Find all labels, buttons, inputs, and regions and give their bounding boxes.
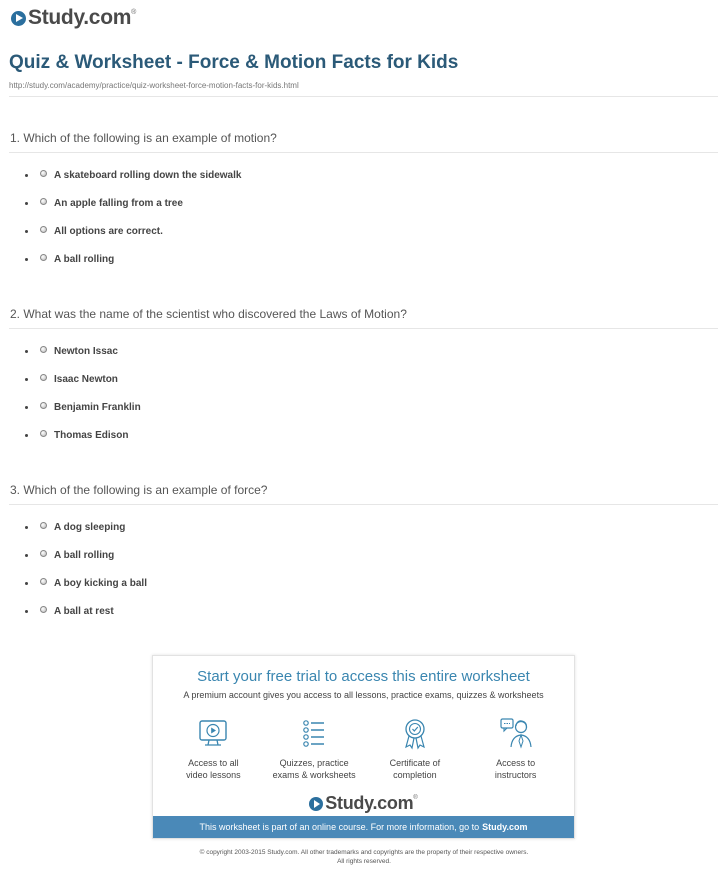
answer-option[interactable]: [9, 374, 718, 402]
radio-button[interactable]: [40, 198, 47, 205]
course-info-text: This worksheet is part of an online course. For more information, go to: [199, 822, 480, 832]
answer-option[interactable]: [9, 226, 718, 254]
bullet: [25, 526, 28, 529]
answer-label: A ball rolling: [54, 254, 115, 265]
page-title: Quiz & Worksheet - Force & Motion Facts for Kids: [9, 52, 459, 73]
bullet: [25, 610, 28, 613]
answer-label: Newton Issac: [54, 346, 118, 357]
answer-option[interactable]: [9, 578, 718, 606]
radio-button[interactable]: [40, 606, 47, 613]
answer-label: Isaac Newton: [54, 374, 118, 385]
answer-option[interactable]: [9, 254, 718, 282]
promo-title[interactable]: Start your free trial to access this entire worksheet: [197, 668, 530, 685]
brand-name: Study.com: [325, 793, 414, 813]
radio-button[interactable]: [40, 346, 47, 353]
answer-label: An apple falling from a tree: [54, 198, 183, 209]
feature-quizzes: [264, 716, 365, 781]
question-divider: [9, 328, 718, 329]
answer-option[interactable]: [9, 346, 718, 374]
bullet: [25, 230, 28, 233]
question-text: 3. Which of the following is an example of force?: [10, 483, 268, 497]
answer-label: A dog sleeping: [54, 522, 126, 533]
promo-study-logo[interactable]: [153, 793, 574, 814]
answer-option[interactable]: [9, 402, 718, 430]
answer-option[interactable]: [9, 522, 718, 550]
radio-button[interactable]: [40, 170, 47, 177]
answer-label: All options are correct.: [54, 226, 163, 237]
trademark-symbol: ®: [131, 9, 137, 16]
answer-options: [9, 346, 718, 458]
video-lesson-icon: [196, 716, 230, 750]
copyright-text: © copyright 2003-2015 Study.com. All other trademarks and copyrights are the property of their respective owners.: [199, 849, 529, 856]
answer-label: Benjamin Franklin: [54, 402, 141, 413]
answer-option[interactable]: [9, 170, 718, 198]
certificate-icon: [398, 716, 432, 750]
answer-option[interactable]: [9, 606, 718, 634]
play-logo-icon: [309, 797, 323, 811]
quiz-list-icon: [297, 716, 331, 750]
bullet: [25, 258, 28, 261]
bullet: [25, 554, 28, 557]
bullet: [25, 174, 28, 177]
feature-video-lessons: [163, 716, 264, 781]
bullet: [25, 378, 28, 381]
feature-instructors: [465, 716, 566, 781]
page-url: http://study.com/academy/practice/quiz-worksheet-force-motion-facts-for-kids.html: [9, 81, 299, 90]
promo-subtitle: A premium account gives you access to all lessons, practice exams, quizzes & worksheets: [183, 690, 544, 700]
question-1: [9, 131, 718, 282]
radio-button[interactable]: [40, 254, 47, 261]
radio-button[interactable]: [40, 374, 47, 381]
trademark-symbol: ®: [413, 795, 418, 801]
play-logo-icon: [11, 11, 26, 26]
answer-label: A ball at rest: [54, 606, 114, 617]
radio-button[interactable]: [40, 430, 47, 437]
radio-button[interactable]: [40, 226, 47, 233]
answer-label: A ball rolling: [54, 550, 115, 561]
bullet: [25, 434, 28, 437]
answer-label: A boy kicking a ball: [54, 578, 147, 589]
feature-label: Quizzes, practice exams & worksheets: [272, 758, 356, 780]
study-link[interactable]: Study.com: [482, 822, 528, 832]
header-divider: [9, 96, 718, 97]
feature-list: [163, 716, 566, 781]
brand-name: Study.com: [28, 6, 132, 29]
free-trial-promo: [152, 655, 575, 839]
bullet: [25, 582, 28, 585]
answer-option[interactable]: [9, 198, 718, 226]
study-logo[interactable]: [11, 6, 136, 30]
feature-certificate: [365, 716, 466, 781]
bullet: [25, 406, 28, 409]
bullet: [25, 202, 28, 205]
answer-label: A skateboard rolling down the sidewalk: [54, 170, 242, 181]
instructor-icon: [499, 716, 533, 750]
rights-text: All rights reserved.: [337, 858, 391, 865]
footer: [0, 848, 728, 866]
feature-label: Access to all video lessons: [186, 758, 241, 780]
question-2: [9, 307, 718, 458]
course-info-bar: [153, 816, 574, 838]
radio-button[interactable]: [40, 402, 47, 409]
answer-option[interactable]: [9, 430, 718, 458]
feature-label: Access to instructors: [494, 758, 537, 780]
radio-button[interactable]: [40, 578, 47, 585]
radio-button[interactable]: [40, 522, 47, 529]
question-text: 1. Which of the following is an example of motion?: [10, 131, 277, 145]
question-divider: [9, 504, 718, 505]
answer-options: [9, 522, 718, 634]
answer-options: [9, 170, 718, 282]
answer-label: Thomas Edison: [54, 430, 129, 441]
question-3: [9, 483, 718, 634]
feature-label: Certificate of completion: [389, 758, 441, 780]
radio-button[interactable]: [40, 550, 47, 557]
answer-option[interactable]: [9, 550, 718, 578]
question-divider: [9, 152, 718, 153]
question-text: 2. What was the name of the scientist who discovered the Laws of Motion?: [10, 307, 407, 321]
bullet: [25, 350, 28, 353]
